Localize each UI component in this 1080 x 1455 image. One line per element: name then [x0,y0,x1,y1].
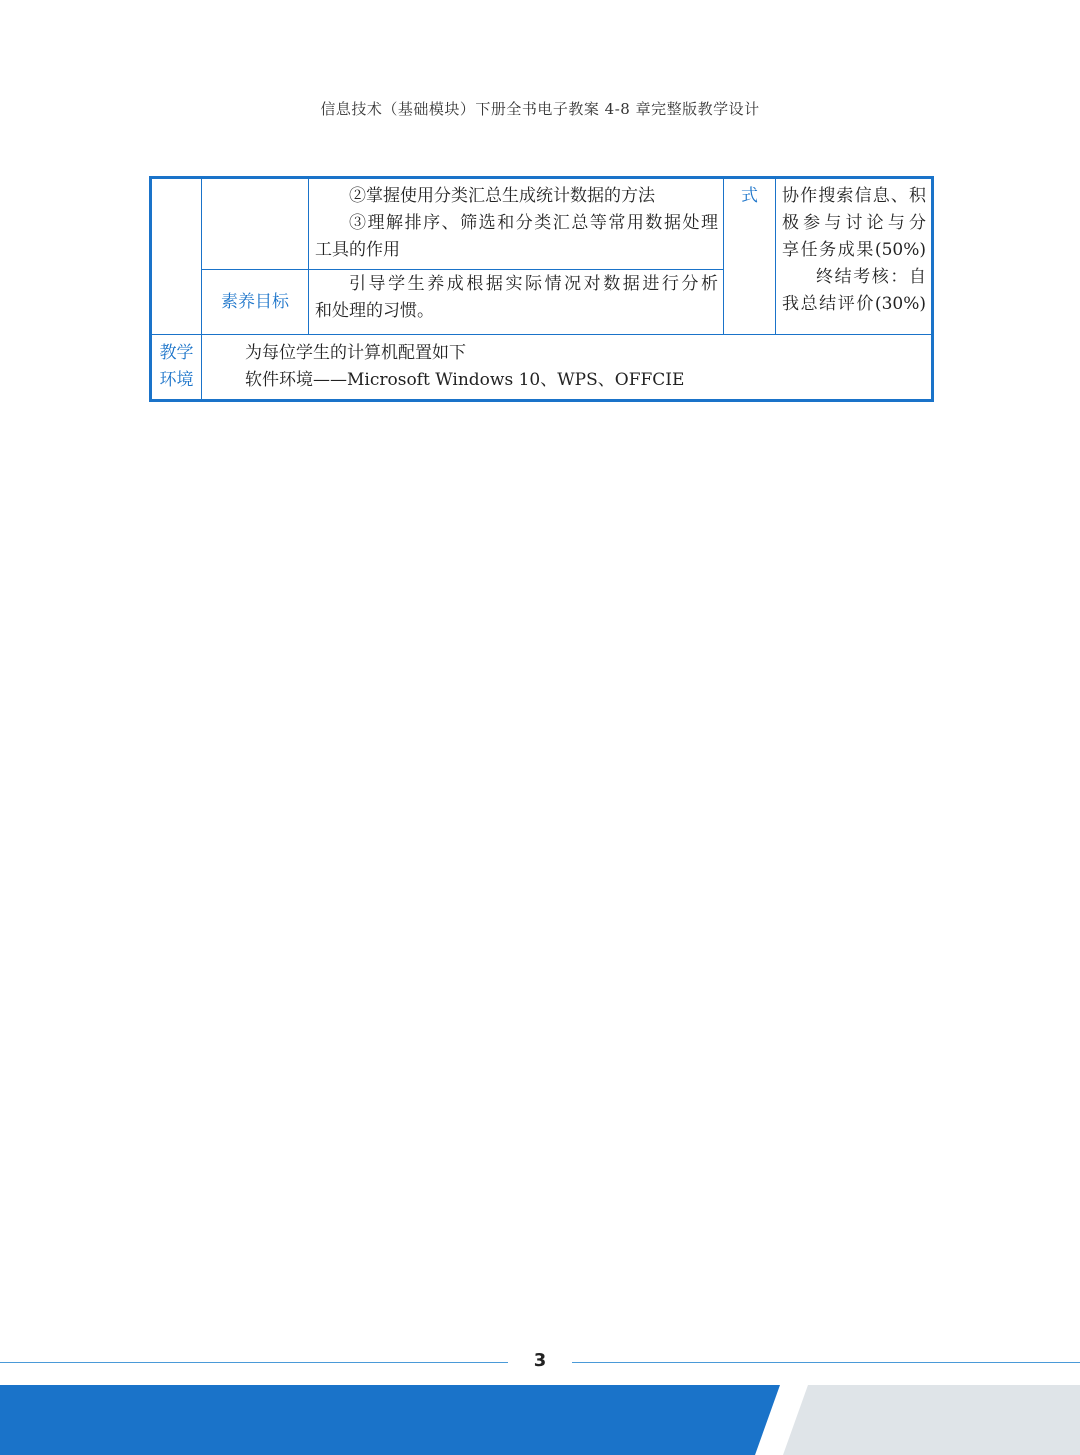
empty-category-cell [151,178,202,335]
objectives-cell [309,178,724,270]
evaluation-line-3: 享任务成果(50%) [782,240,926,260]
footer-band [0,1385,1080,1455]
page-number: 3 [533,1350,547,1371]
evaluation-line-2: 极参与讨论与分 [782,213,926,233]
literacy-goal-content-cell [309,270,724,335]
footer-band-primary [0,1385,780,1455]
teaching-env-label-line-1: 教学 [159,343,194,363]
literacy-goal-label-cell [202,270,309,335]
lesson-plan-table [149,176,934,402]
evaluation-line-5: 我总结评价(30%) [782,294,926,314]
method-label: 式 [741,186,758,206]
teaching-env-content-cell [202,335,933,401]
evaluation-line-4: 终结考核：自 [816,267,926,287]
evaluation-line-1: 协作搜索信息、积 [782,186,926,206]
footer-rule-right [572,1362,1080,1363]
literacy-goal-line-1: 引导学生养成根据实际情况对数据进行分析 [349,274,718,294]
footer-rule-left [0,1362,508,1363]
teaching-env-line-2: 软件环境——Microsoft Windows 10、WPS、OFFCIE [245,370,685,390]
objective-line-2: ②掌握使用分类汇总生成统计数据的方法 [349,186,655,206]
page-header: 信息技术（基础模块）下册全书电子教案 4-8 章完整版教学设计 [320,100,760,118]
empty-subcategory-cell [202,178,309,270]
footer-band-secondary [783,1385,1080,1455]
literacy-goal-label: 素养目标 [221,291,289,312]
literacy-goal-line-2: 和处理的习惯。 [315,301,434,321]
method-label-cell [724,178,776,335]
objective-line-3: ③理解排序、筛选和分类汇总等常用数据处理 [349,213,718,233]
teaching-env-line-1: 为每位学生的计算机配置如下 [245,343,466,363]
teaching-env-label-line-2: 环境 [159,370,194,390]
objective-line-3-cont: 工具的作用 [315,240,400,260]
evaluation-cell [776,178,933,335]
teaching-env-label-cell [151,335,202,401]
